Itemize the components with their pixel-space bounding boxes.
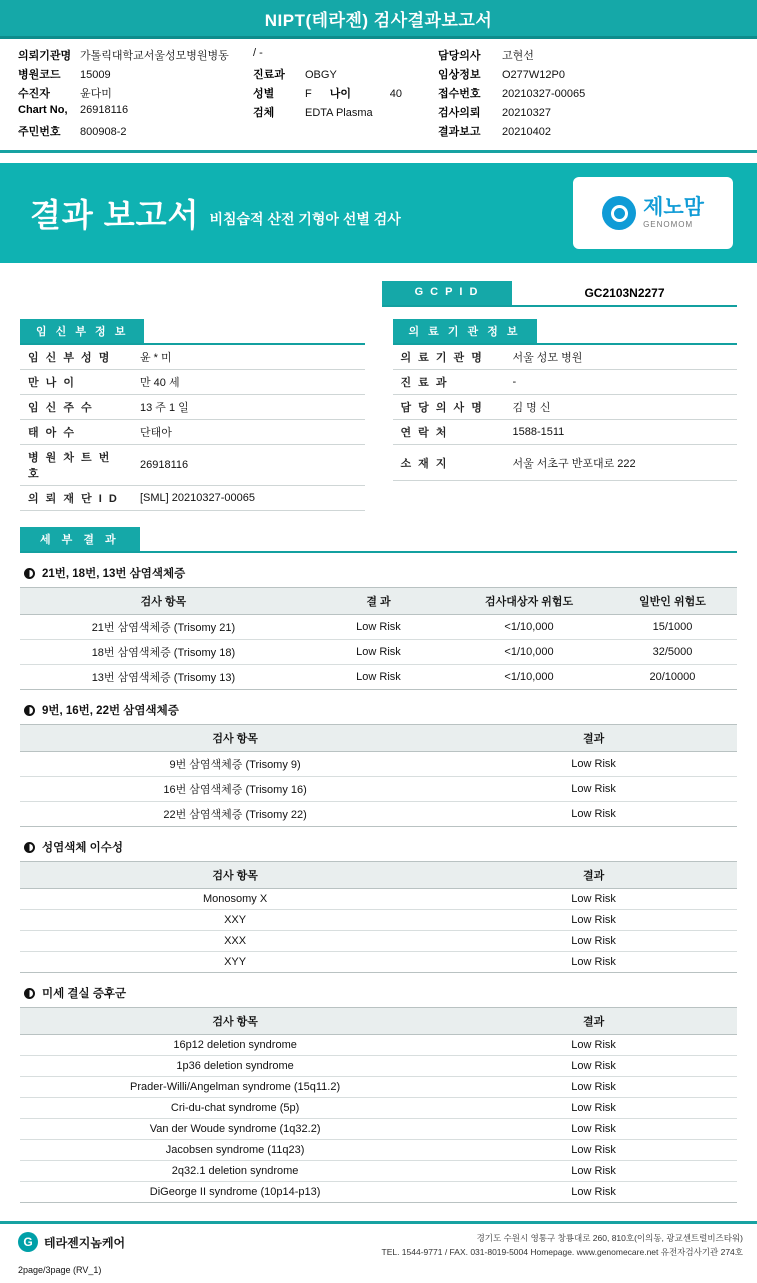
mother-name-label: 임 신 부 성 명: [20, 345, 132, 370]
report-title-bar: [0, 0, 757, 36]
table-row: XXY Low Risk: [20, 910, 737, 931]
bullet-icon: [24, 705, 35, 716]
table-row: [20, 486, 365, 511]
group2-title: 9번, 16번, 22번 삼염색체증: [24, 702, 737, 718]
value-department: OBGY: [305, 69, 337, 81]
table-row: DiGeorge II syndrome (10p14-p13) Low Risk: [20, 1182, 737, 1203]
table-row: 22번 삼염색체증 (Trisomy 22) Low Risk: [20, 802, 737, 827]
bullet-icon: [24, 988, 35, 999]
mother-info-panel: [20, 319, 365, 511]
label-resident-no: 주민번호: [18, 126, 61, 138]
field-doctor: [438, 47, 738, 66]
foundation-id-value: [SML] 20210327-00065: [132, 486, 365, 511]
table-row: 2q32.1 deletion syndrome Low Risk: [20, 1161, 737, 1182]
patient-col-3: [438, 47, 738, 142]
field-request-date: [438, 104, 738, 123]
col-result: 결과: [450, 862, 737, 889]
mother-name-value: 윤 * 미: [132, 345, 365, 370]
hospital-phone-value: 1588-1511: [505, 420, 738, 445]
value-hospital-code: 15009: [80, 69, 111, 81]
table-header-row: [20, 1008, 737, 1035]
detail-results-heading: 세 부 결 과: [20, 527, 140, 551]
gcp-id-row: [20, 281, 737, 307]
field-chart-no: [18, 104, 253, 123]
table-row: 16p12 deletion syndrome Low Risk: [20, 1035, 737, 1056]
table-row: [20, 420, 365, 445]
table-row: Prader-Willi/Angelman syndrome (15q11.2) Low Risk: [20, 1077, 737, 1098]
hospital-phone-label: 연 락 처: [393, 420, 505, 445]
value-sex: F: [305, 88, 312, 100]
table-row: 16번 삼염색체증 (Trisomy 16) Low Risk: [20, 777, 737, 802]
label-request-date: 검사의뢰: [438, 107, 481, 119]
label-hospital-code: 병원코드: [18, 69, 61, 81]
genomom-logo-ko: 제노맘: [643, 196, 704, 219]
col-result: 결 과: [307, 588, 450, 615]
mother-info-heading: 임 신 부 정 보: [20, 319, 144, 343]
banner-title: 결과 보고서: [30, 197, 200, 233]
table-row: [393, 370, 738, 395]
genomom-logo-en: GENOMOM: [643, 220, 694, 229]
table-row: [393, 420, 738, 445]
table-row: 1p36 deletion syndrome Low Risk: [20, 1056, 737, 1077]
hospital-info-panel: [393, 319, 738, 511]
label-doctor: 담당의사: [438, 50, 481, 62]
group1-title: 21번, 18번, 13번 삼염색체증: [24, 565, 737, 581]
patient-header: [0, 39, 757, 153]
hospital-info-heading: 의 료 기 관 정 보: [393, 319, 537, 343]
hospital-address-value: 서울 서초구 반포대로 222: [505, 445, 738, 481]
value-doctor: 고현선: [502, 50, 534, 62]
col-subject-risk: 검사대상자 위험도: [450, 588, 608, 615]
field-clinical-info: [438, 66, 738, 85]
value-resident-no: 800908-2: [80, 126, 127, 138]
col-item: 검사 항목: [20, 1008, 450, 1035]
table-row: 13번 삼염색체증 (Trisomy 13) Low Risk <1/10,000 20/10000: [20, 665, 737, 690]
field-accession-no: [438, 85, 738, 104]
table-row: 21번 삼염색체증 (Trisomy 21) Low Risk <1/10,000 15/1000: [20, 615, 737, 640]
table-row: [393, 395, 738, 420]
col-result: 결과: [450, 725, 737, 752]
gestational-week-label: 임 신 주 수: [20, 395, 132, 420]
field-specimen: [253, 104, 438, 123]
group4-table: [20, 1007, 737, 1203]
table-row: Jacobsen syndrome (11q23) Low Risk: [20, 1140, 737, 1161]
page-title: NIPT(테라젠) 검사결과보고서: [264, 10, 493, 30]
value-accession-no: 20210327-00065: [502, 88, 586, 100]
group2-table: [20, 724, 737, 827]
label-chart-no: Chart No,: [18, 104, 68, 116]
group1-table: [20, 587, 737, 690]
mother-age-value: 만 40 세: [132, 370, 365, 395]
value-age: 40: [389, 88, 402, 100]
label-sex: 성별: [253, 88, 275, 100]
table-row: 18번 삼염색체증 (Trisomy 18) Low Risk <1/10,000 32/5000: [20, 640, 737, 665]
table-row: Van der Woude syndrome (1q32.2) Low Risk: [20, 1119, 737, 1140]
col-item: 검사 항목: [20, 588, 307, 615]
value-patient-name: 윤다미: [80, 88, 112, 100]
foundation-id-label: 의 뢰 재 단 I D: [20, 486, 132, 511]
table-row: 9번 삼염색체증 (Trisomy 9) Low Risk: [20, 752, 737, 777]
hospital-name-value: 서울 성모 병원: [505, 345, 738, 370]
gcp-id-value: GC2103N2277: [584, 286, 665, 300]
label-institution: 의뢰기관명: [18, 50, 72, 62]
value-specimen: EDTA Plasma: [305, 107, 373, 119]
table-row: [393, 445, 738, 481]
page-number: 2page/3page (RV_1): [18, 1265, 102, 1276]
company-logo: [18, 1232, 125, 1252]
hospital-doctor-value: 김 명 신: [505, 395, 738, 420]
col-result: 결과: [450, 1008, 737, 1035]
table-row: [20, 370, 365, 395]
value-clinical-info: O277W12P0: [502, 69, 565, 81]
col-item: 검사 항목: [20, 862, 450, 889]
field-resident-no: [18, 123, 253, 142]
patient-col-1: [18, 47, 253, 142]
table-row: [20, 345, 365, 370]
patient-col-2: [253, 47, 438, 142]
hospital-doctor-label: 담 당 의 사 명: [393, 395, 505, 420]
field-patient-name: [18, 85, 253, 104]
hospital-dept-label: 진 료 과: [393, 370, 505, 395]
field-dash: [253, 47, 438, 66]
table-header-row: [20, 588, 737, 615]
banner-subtitle: 비침습적 산전 기형아 선별 검사: [209, 211, 401, 227]
col-item: 검사 항목: [20, 725, 450, 752]
label-age: 나이: [329, 88, 351, 100]
table-header-row: [20, 725, 737, 752]
label-specimen: 검체: [253, 107, 275, 119]
value-chart-no: 26918116: [80, 104, 129, 116]
hospital-chart-no-label: 병 원 차 트 번 호: [20, 445, 132, 486]
fetus-count-label: 태 아 수: [20, 420, 132, 445]
label-accession-no: 접수번호: [438, 88, 481, 100]
table-row: XYY Low Risk: [20, 952, 737, 973]
company-address: 경기도 수원시 영통구 창룡대로 260, 810호(이의동, 광교센트럴비즈타워): [476, 1233, 743, 1243]
info-panels: [20, 319, 737, 511]
genomom-logo: [573, 177, 733, 249]
fetus-count-value: 단태아: [132, 420, 365, 445]
company-name: 테라젠지놈케어: [44, 1235, 126, 1250]
label-report-date: 결과보고: [438, 126, 481, 138]
table-row: Cri-du-chat syndrome (5p) Low Risk: [20, 1098, 737, 1119]
table-row: [20, 445, 365, 486]
genomom-logo-icon: [602, 196, 636, 230]
company-logo-icon: G: [18, 1232, 38, 1252]
value-institution: 가톨릭대학교서울성모병원병동: [80, 50, 229, 62]
bullet-icon: [24, 568, 35, 579]
table-row: Monosomy X Low Risk: [20, 889, 737, 910]
label-department: 진료과: [253, 69, 285, 81]
hospital-dept-value: -: [505, 370, 738, 395]
hospital-name-label: 의 료 기 관 명: [393, 345, 505, 370]
field-institution: [18, 47, 253, 66]
group3-table: [20, 861, 737, 973]
company-contact: TEL. 1544-9771 / FAX. 031-8019-5004 Homepage. www.genomecare.net 유전자검사기관 274호: [381, 1246, 743, 1257]
group3-title: 성염색체 이수성: [24, 839, 737, 855]
label-patient-name: 수진자: [18, 88, 50, 100]
hospital-address-label: 소 재 지: [393, 445, 505, 481]
table-row: [393, 345, 738, 370]
field-report-date: [438, 123, 738, 142]
report-banner: [0, 163, 757, 263]
hospital-chart-no-value: 26918116: [132, 445, 365, 486]
value-request-date: 20210327: [502, 107, 551, 119]
col-general-risk: 일반인 위험도: [608, 588, 737, 615]
field-department: [253, 66, 438, 85]
bullet-icon: [24, 842, 35, 853]
gestational-week-value: 13 주 1 일: [132, 395, 365, 420]
label-clinical-info: 임상정보: [438, 69, 481, 81]
value-dash: / -: [253, 47, 263, 59]
value-report-date: 20210402: [502, 126, 551, 138]
table-row: [20, 395, 365, 420]
group4-title: 미세 결실 증후군: [24, 985, 737, 1001]
report-footer: [0, 1221, 757, 1259]
table-header-row: [20, 862, 737, 889]
table-row: XXX Low Risk: [20, 931, 737, 952]
field-sex-age: [253, 85, 438, 104]
mother-age-label: 만 나 이: [20, 370, 132, 395]
field-hospital-code: [18, 66, 253, 85]
gcp-id-label: G C P I D: [382, 281, 512, 305]
